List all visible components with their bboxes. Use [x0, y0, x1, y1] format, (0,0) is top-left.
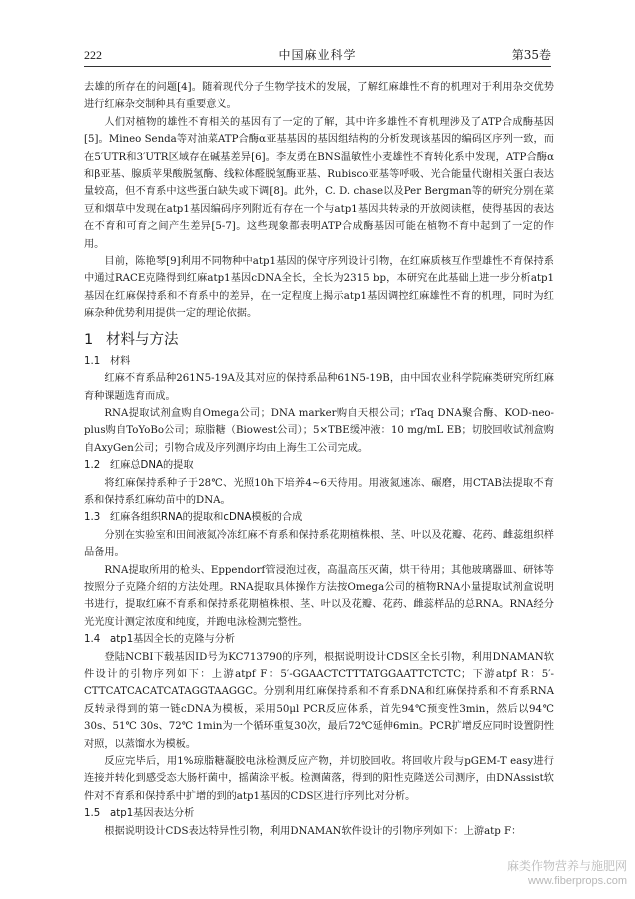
subsection-title: atp1基因全长的克隆与分析: [110, 634, 236, 646]
subsection-number: 1.5: [84, 808, 101, 820]
subsection-heading: [84, 457, 554, 474]
subsection-title: 材料: [110, 355, 131, 367]
paragraph: 分别在实验室和田间液氮冷冻红麻不育系和保持系花期植株根、茎、叶以及花瓣、花药、雌蕊组织样品备用。: [84, 529, 554, 559]
subsection-number: 1.3: [84, 512, 101, 524]
subsection-title: 红麻各组织RNA的提取和cDNA模板的合成: [110, 512, 303, 524]
section-title: 材料与方法: [106, 331, 179, 348]
section-heading: [84, 327, 554, 353]
volume-label: 第35卷: [511, 48, 551, 62]
subsection-number: 1.4: [84, 634, 101, 646]
subsection-heading: [84, 631, 554, 648]
watermark: [507, 859, 627, 889]
paragraph: 人们对植物的雄性不育相关的基因有了一定的了解，其中许多雄性不育机理涉及了ATP合成酶基因[5]。Mineo Senda等对油菜ATP合酶α亚基基因的基因组结构的分析发现该基因的编码区序列一致，而在5′UTR和3′UTR区域存在碱基差异[6]。李友勇在BNS温敏性小麦雄性不育转化系中发现，ATP合酶α和β亚基、腺质苹果酸脱氢酶、线粒体醛脱氢酶亚基、Rubisco亚基等呼吸、光合能量代谢相关蛋白表达量较高，但不育系中这些蛋白缺失或下调[8]。此外，C. D. chase以及Per Bergman等的研究分别在菜豆和烟草中发现在atp1基因编码序列附近有存在一个与atp1基因共转录的开放阅读框，使得基因的表达在不育和可育之间产生差异[5-7]。这些现象都表明ATP合成酶基因可能在植物不育中起到了一定的作用。: [84, 116, 554, 250]
subsection-heading: [84, 353, 554, 370]
subsection-number: 1.2: [84, 460, 101, 472]
subsection-title: 红麻总DNA的提取: [110, 460, 194, 472]
subsection-heading: [84, 509, 554, 526]
paragraph: 登陆NCBI下载基因ID号为KC713790的序列，根据说明设计CDS区全长引物，利用DNAMAN软件设计的引物序列如下：上游atpf F：5′-GGAACTCTTTATGGAATTCTCTC；下游atpf R：5′-CTTCATCACATCATAGGTAAGGC。分别利用红麻保持系和不育系DNA和红麻保持系和不育系RNA反转录得到的第一链cDNA为模板，采用50μl PCR反应体系，首先94℃预变性3min，然后以94℃ 30s、51℃ 30s、72℃ 1min为一个循环重复30次，最后72℃延伸6min。PCR扩增反应同时设置阴性对照，以蒸馏水为模板。: [84, 651, 554, 750]
subsection-title: atp1基因表达分析: [110, 808, 195, 820]
page-number: 222: [84, 48, 102, 62]
paragraph: RNA提取所用的枪头、Eppendorf管浸泡过夜，高温高压灭菌，烘干待用；其他玻璃器皿、研钵等按照分子克隆介绍的方法处理。RNA提取具体操作方法按Omega公司的植物RNA小量提取试剂盒说明书进行，提取红麻不育系和保持系花期植株根、茎、叶以及花瓣、花药、雌蕊样品的总RNA。RNA经分光光度计测定浓度和纯度，并跑电泳检测完整性。: [84, 564, 554, 628]
watermark-site-name: 麻类作物营养与施肥网: [506, 859, 627, 873]
subsection-heading: [84, 805, 554, 822]
paragraph: 将红麻保持系种子于28℃、光照10h下培养4~6天待用。用液氮速冻、碾磨，用CTAB法提取不育系和保持系红麻幼苗中的DNA。: [84, 477, 554, 506]
paragraph: 去雄的所存在的问题[4]。随着现代分子生物学技术的发展，了解红麻雄性不育的机理对于利用杂交优势进行红麻杂交制种具有重要意义。: [84, 82, 554, 111]
running-header: [84, 46, 551, 67]
watermark-url: www.fiberprops.com: [527, 875, 627, 887]
paragraph: 反应完毕后，用1%琼脂糖凝胶电泳检测反应产物，并切胶回收。将回收片段与pGEM-T easy进行连接并转化到感受态大肠杆菌中，摇菌涂平板。检测菌落，得到的阳性克隆送公司测序，由DNAssist软件对不育系和保持系中扩增的到的atp1基因的CDS区进行序列比对分析。: [84, 756, 554, 802]
article-body: [84, 79, 554, 840]
journal-title: 中国麻业科学: [278, 48, 357, 62]
paragraph: 红麻不育系品种261N5-19A及其对应的保持系品种61N5-19B，由中国农业科学院麻类研究所红麻育种课题选育而成。: [84, 373, 554, 402]
section-number: 1: [84, 331, 94, 348]
paragraph: 根据说明设计CDS表达特异性引物，利用DNAMAN软件设计的引物序列如下：上游atp F：: [104, 825, 522, 837]
subsection-number: 1.1: [84, 355, 101, 367]
paragraph: RNA提取试剂盒购自Omega公司；DNA marker购自天根公司；rTaq DNA聚合酶、KOD-neo-plus购自ToYoBo公司；琼脂糖（Biowest公司）；5×TBE缓冲液：10 mg/mL EB；切胶回收试剂盒购自AxyGen公司；引物合成及序列测序均由上海生工公司完成。: [84, 407, 554, 454]
paragraph: 目前，陈艳琴[9]利用不同物种中atp1基因的保守序列设计引物，在红麻质核互作型雄性不育保持系中通过RACE克隆得到红麻atp1基因cDNA全长，全长为2315 bp，本研究在此基础上进一步分析atp1基因在红麻保持系和不育系中的差异，在一定程度上揭示atp1基因调控红麻雄性不育的机理，同时为红麻杂种优势利用提供一定的理论依据。: [84, 256, 554, 320]
